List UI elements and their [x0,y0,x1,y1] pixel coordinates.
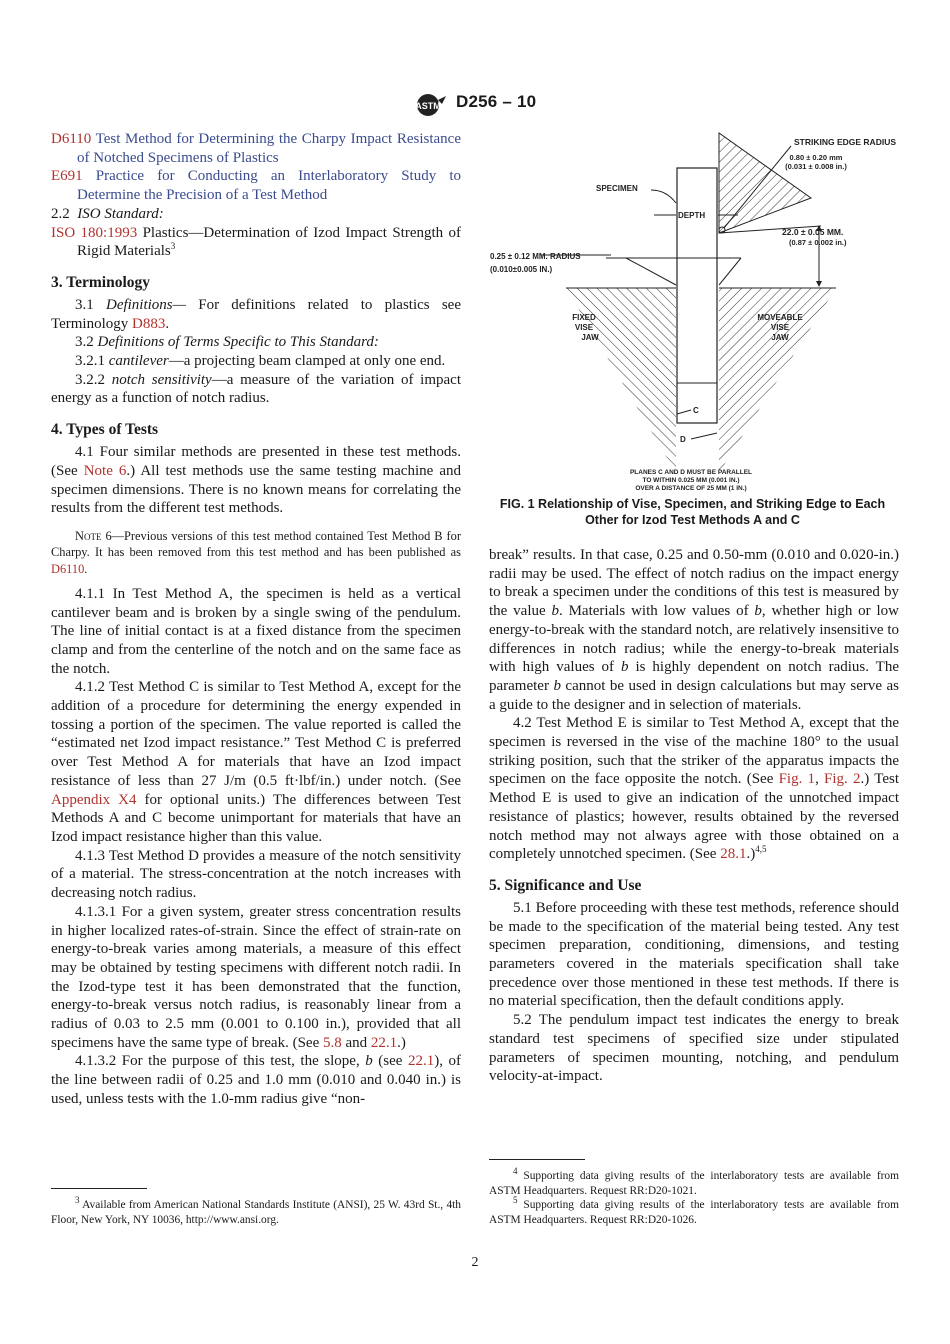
para-4-1-3-2-continued: break” results. In that case, 0.25 and 0.50-mm (0.010 and 0.020-in.) radii may be used. The effect of notch radius on the impact energy to break a specimen under the conditions of this test is measured by the value b. Materials with low values of b, whether high or low energy-to-break with the standard notch, are relatively insensitive to differences in notch radius; while the energy-to-break materials with high values of b is highly dependent on notch radius. The parameter b cannot be used in design calculations but may serve as a guide to the designer and in selection of materials. [489,547,899,713]
figure-1-caption: FIG. 1 Relationship of Vise, Specimen, and Striking Edge to Each Other for Izod Test Methods A and C [499,497,886,527]
page-number: 2 [471,1255,479,1270]
footnote-rule-left [51,1188,147,1189]
para-4-1-2: 4.1.2 Test Method C is similar to Test Method A, except for the addition of a procedure for determining the energy expended in tossing a portion of the specimen. The value reported is called the “estimated net Izod impact resistance.” Test Method C is preferred over Test Method A for materials that have an Izod impact resistance of less than 27 J/m (0.5 ft·lbf/in.) under notch. (See Appendix X4 for optional units.) The differences between Test Methods A and C become unimportant for materials that have an Izod impact resistance higher than this value. [51,679,461,845]
reference-d6110: D6110 Test Method for Determining the Charpy Impact Resistance of Notched Specimens of Plastics [51,131,461,166]
svg-text:OVER A DISTANCE OF 25 MM (1 IN: OVER A DISTANCE OF 25 MM (1 IN.) [635,485,747,492]
link-22-1[interactable]: 22.1 [370,1034,398,1051]
link-22-1-b[interactable]: 22.1 [407,1053,435,1070]
ref-link-e691[interactable]: E691 [51,168,83,185]
note-6: Note 6—Previous versions of this test method contained Test Method B for Charpy. It has been removed from this test method and has been published as D6110. [51,528,461,576]
svg-text:SPECIMEN: SPECIMEN [596,184,638,193]
link-d6110[interactable]: D6110 [51,561,85,576]
footnote-4: $^4$ Supporting data giving results of the interlaboratory tests are available from ASTM Headquarters. Request RR:D20-1021. [489,1166,899,1197]
figure-1-vise-diagram [476,128,906,528]
para-3-2-2: 3.2.2 notch sensitivity—a measure of the variation of impact energy as a function of notch radius. [51,371,462,407]
link-appendix-x4[interactable]: Appendix X4 [51,791,137,808]
para-4-1-3-2: 4.1.3.2 For the purpose of this test, the slope, b (see 22.1), of the line between radii of 0.25 and 1.0 mm (0.010 and 0.040 in.) is used, unless tests with the 1.0-mm radius give “non- [51,1053,461,1107]
page-header [0,90,950,120]
para-3-1: 3.1 Definitions— For definitions related to plastics see Terminology D883. [51,296,461,332]
astm-logo-icon [412,92,448,118]
svg-text:STRIKING EDGE RADIUS: STRIKING EDGE RADIUS [794,137,897,147]
svg-text:(0.031 ± 0.008 in.): (0.031 ± 0.008 in.) [785,162,847,171]
para-4-1-3: 4.1.3 Test Method D provides a measure of the notch sensitivity of a material. The stress-concentration at the notch increases with decreasing notch radius. [51,847,461,902]
iso-standard-heading: 2.2 ISO Standard: [51,205,164,222]
right-column [489,546,899,1086]
svg-text:0.80 ± 0.20 mm: 0.80 ± 0.20 mm [789,153,843,162]
svg-text:DEPTH: DEPTH [678,211,706,220]
footnotes-left [51,1195,461,1227]
ref-link-d6110[interactable]: D6110 [51,131,92,147]
footnote-5: $^5$ Supporting data giving results of the interlaboratory tests are available from ASTM Headquarters. Request RR:D20-1026. [489,1195,899,1226]
section-3-title: 3. Terminology [51,273,151,291]
para-5-2: 5.2 The pendulum impact test indicates the energy to break standard test specimens of specified size under stipulated parameters of specimen mounting, notching, and pendulum velocity-at-impact. [489,1012,899,1085]
svg-text:VISE: VISE [770,323,790,332]
reference-e691: E691 Practice for Conducting an Interlaboratory Study to Determine the Precision of a Test Method [51,168,461,204]
svg-text:TO WITHIN 0.025 MM (0.001 IN.): TO WITHIN 0.025 MM (0.001 IN.) [642,477,740,484]
link-fig-1[interactable]: Fig. 1 [778,771,816,788]
section-4-title: 4. Types of Tests [51,421,159,439]
para-5-1: 5.1 Before proceeding with these test methods, reference should be made to the specification of the material being tested. Any test specimen preparation, conditioning, dimensions, and testing parameters covered in the materials specification shall take precedence over those mentioned in these test methods. If there is no material specification, then the default conditions apply. [489,899,899,1010]
svg-text:22.0 ± 0.05 MM.: 22.0 ± 0.05 MM. [782,227,844,237]
footnote-rule-right [489,1159,585,1160]
para-3-2-1: 3.2.1 cantilever—a projecting beam clamped at only one end. [75,353,446,370]
footnote-3: $^3$ Available from American National Standards Institute (ANSI), 25 W. 43rd St., 4th Floor, New York, NY 10036, http://www.ansi.org. [51,1195,461,1226]
para-4-2: 4.2 Test Method E is similar to Test Method A, except that the specimen is reversed in the vise of the machine 180° to the usual striking position, such that the striker of the apparatus impacts the specimen on the face opposite the notch. (See Fig. 1, Fig. 2.) Test Method E is used to give an indication of the unnotched impact resistance of plastics; however, results obtained by the reversed notch method may not always agree with those obtained on a completely unnotched specimen. (See 28.1.)$^{4,5}$ [489,715,899,863]
para-4-1-1: 4.1.1 In Test Method A, the specimen is held as a vertical cantilever beam and is broken by a single swing of the pendulum. The line of initial contact is at a fixed distance from the specimen clamp and from the centerline of the notch and on the same face as the notch. [51,585,461,677]
document-id: D256 – 10 [456,92,537,111]
ref-link-iso180[interactable]: ISO 180:1993 [51,224,138,241]
svg-text:VISE: VISE [574,323,594,332]
svg-text:JAW: JAW [771,333,789,342]
footnotes-right [489,1166,899,1227]
reference-iso180: ISO 180:1993 Plastics—Determination of Izod Impact Strength of Rigid Materials$^3$ [51,224,462,260]
left-column [51,130,461,1109]
svg-text:0.25 ± 0.12 MM. RADIUS: 0.25 ± 0.12 MM. RADIUS [490,252,581,261]
link-fig-2[interactable]: Fig. 2 [824,771,861,788]
link-28-1[interactable]: 28.1 [720,846,747,863]
para-4-1: 4.1 Four similar methods are presented in these test methods. (See Note 6.) All test methods use the same testing machine and specimen dimensions. There is no known means for correlating the results from the different test methods. [51,444,461,517]
svg-text:ASTM: ASTM [415,101,441,111]
svg-text:JAW: JAW [581,333,599,342]
section-5-title: 5. Significance and Use [489,876,642,894]
svg-text:C: C [693,406,699,415]
svg-text:PLANES C AND D MUST BE PARALLE: PLANES C AND D MUST BE PARALLEL [629,469,753,476]
svg-text:(0.010±0.005 IN.): (0.010±0.005 IN.) [490,265,553,274]
link-d883[interactable]: D883 [132,315,166,332]
svg-text:MOVEABLE: MOVEABLE [757,313,803,322]
para-4-1-3-1: 4.1.3.1 For a given system, greater stress concentration results in higher localized rates-of-strain. Since the effect of strain-rate on energy-to-break varies among materials, a measure of this effect may be obtained by testing specimens with different notch radii. In the Izod-type test it has been demonstrated that the function, energy-to-break versus notch radius, is reasonably linear from a radius of 0.03 to 2.5 mm (0.001 to 0.100 in.), provided that all specimens have the same type of break. (See 5.8 and 22.1.) [51,903,461,1051]
link-note-6[interactable]: Note 6 [83,462,127,479]
link-5-8[interactable]: 5.8 [322,1034,342,1051]
para-3-2: 3.2 Definitions of Terms Specific to This Standard: [75,334,379,351]
svg-text:D: D [680,435,686,444]
svg-text:(0.87 ± 0.002 in.): (0.87 ± 0.002 in.) [789,238,847,247]
svg-text:FIXED: FIXED [572,313,596,322]
